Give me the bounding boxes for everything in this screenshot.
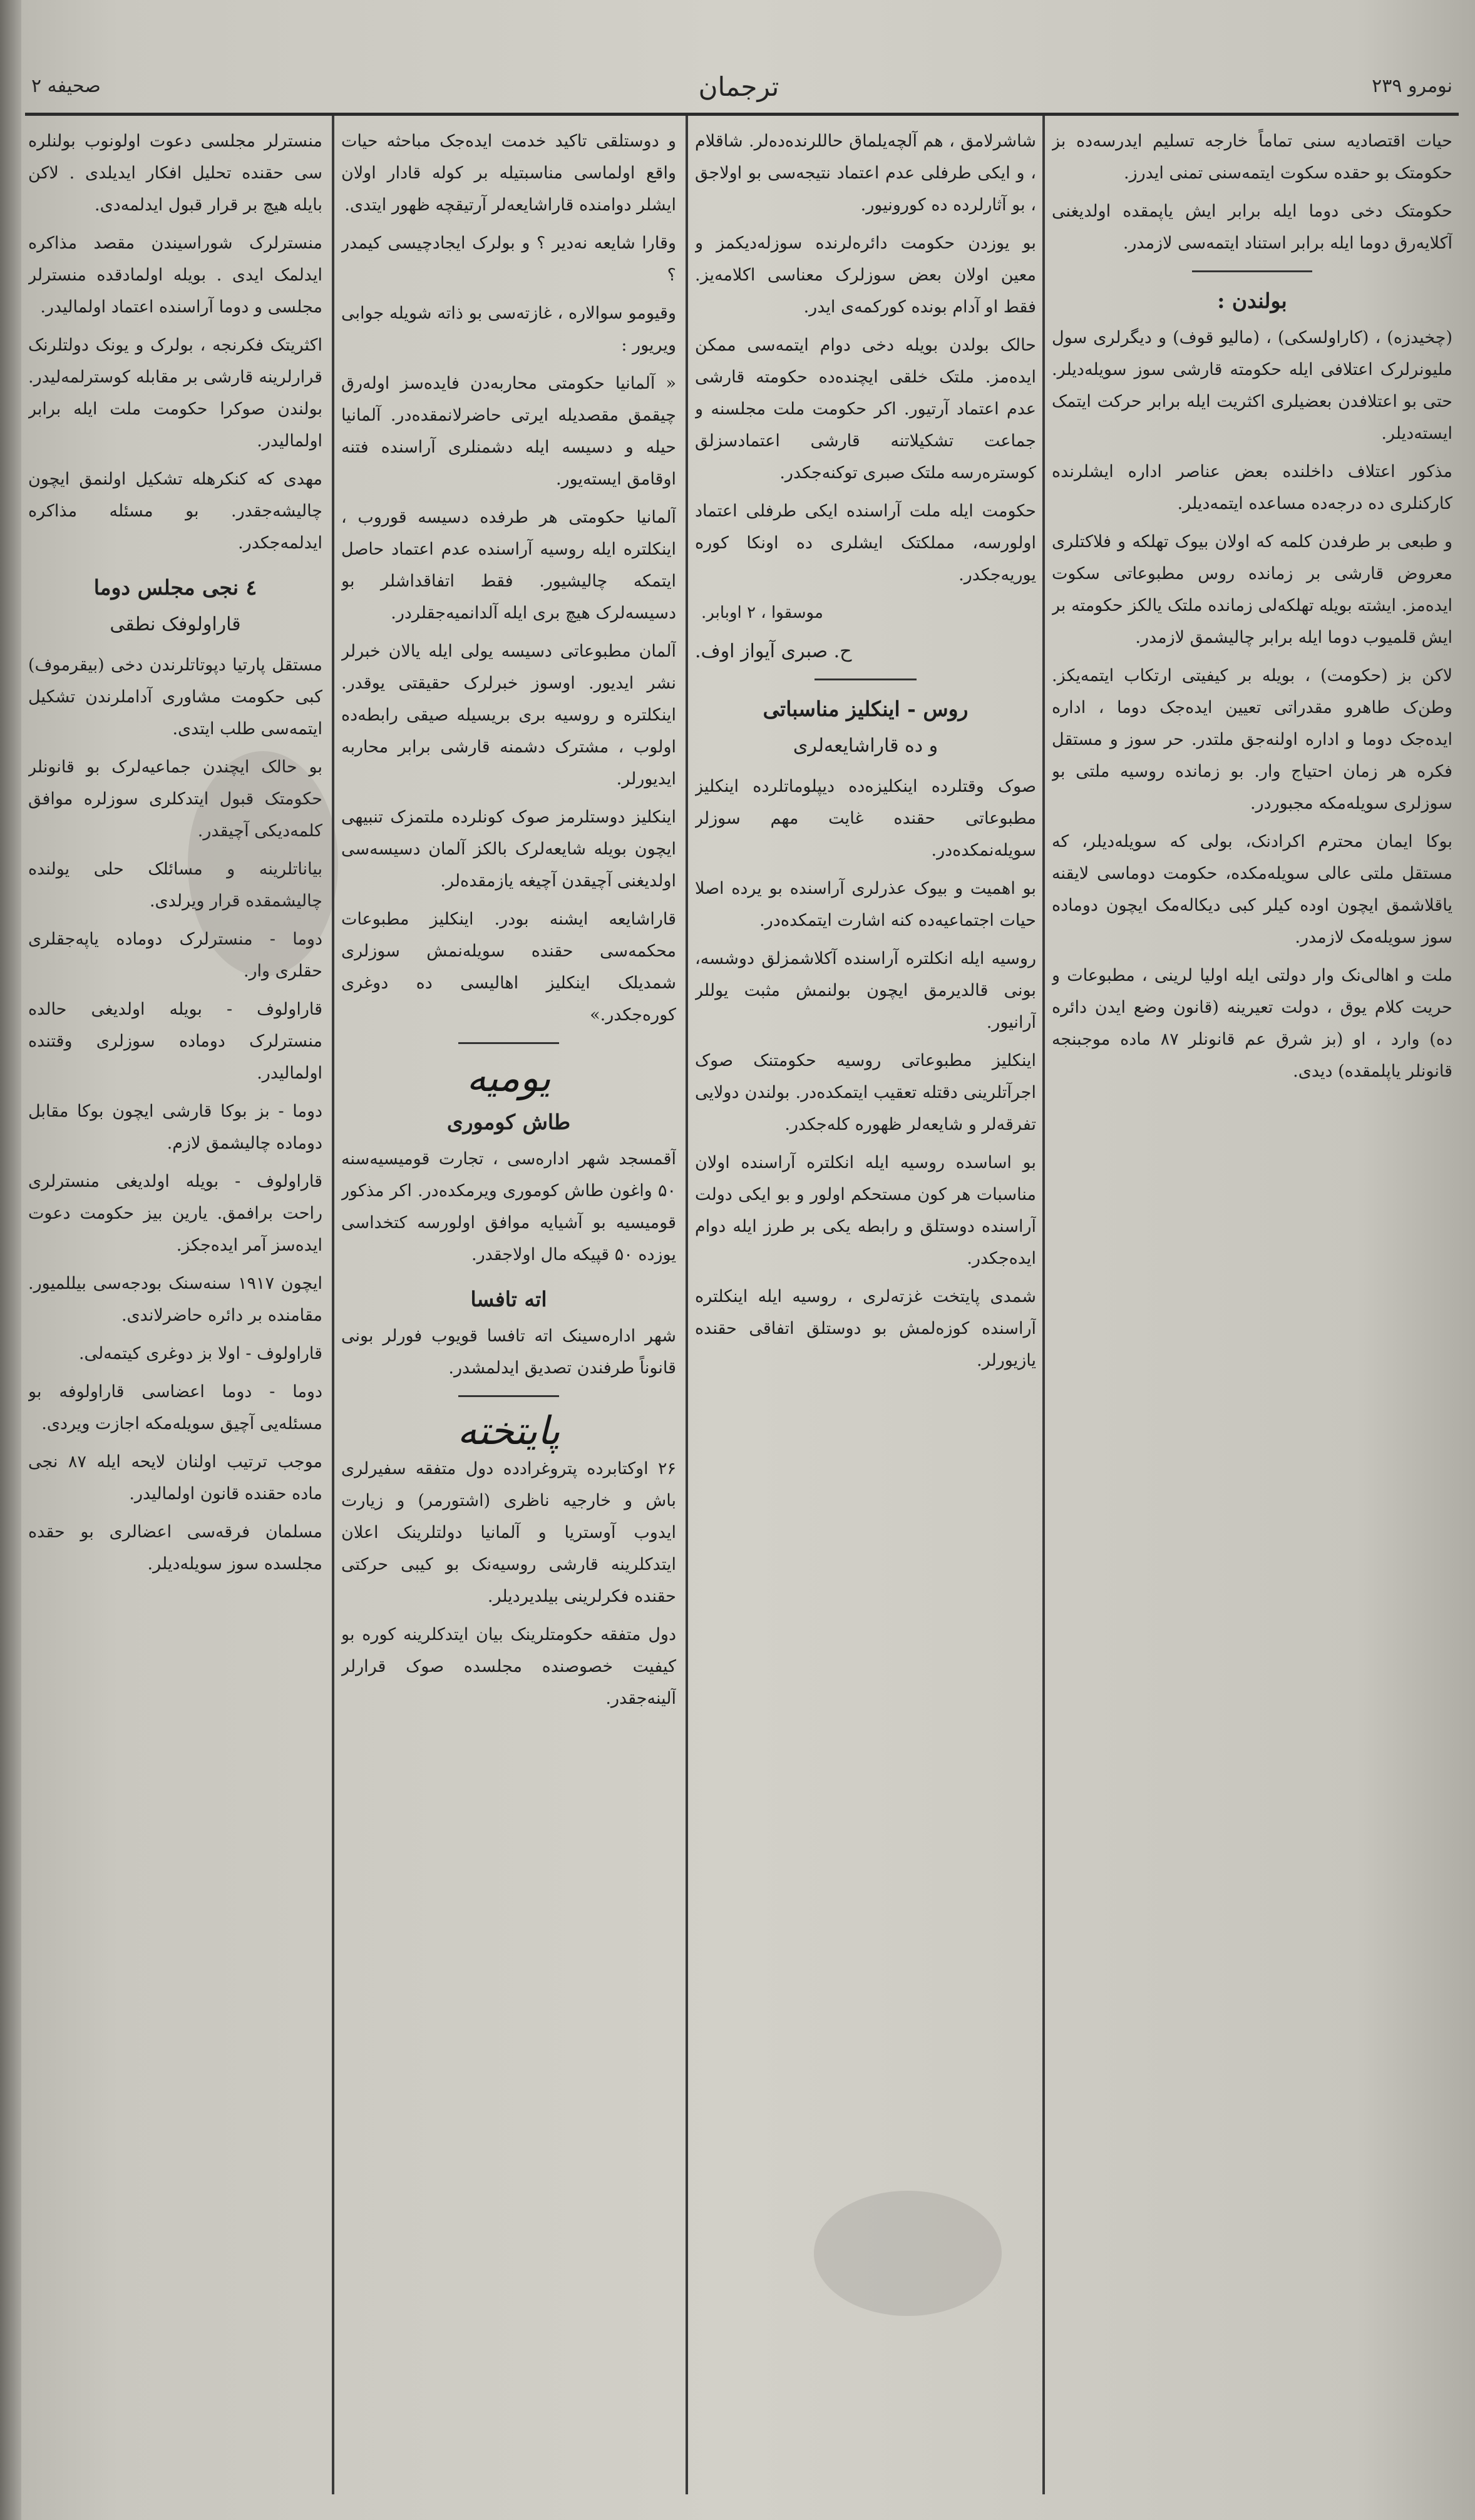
column-2 bbox=[695, 125, 1036, 2491]
article-paragraph: شمدی پایتخت غزته‌لری ، روسیه ایله اینکلتره آراسنده کوزه‌لمش بو دوستلق اتفاقی حقنده یازیورلر. bbox=[695, 1287, 1036, 1370]
article-paragraph: دوما - بز بوکا قارشی ایچون بوکا مقابل دوماده چالیشمق لازم. bbox=[28, 1102, 322, 1153]
newspaper-title: ترجمان bbox=[698, 71, 779, 102]
article-paragraph: صوک وقتلرده اینکلیزه‌ده دیپلوماتلرده اینکلیز مطبوعاتی حقنده غایت مهم سوزلر سویله‌نمکده‌در. bbox=[695, 777, 1036, 860]
article-paragraph: بوکا ایمان محترم اکرادنک، بولی که سویله‌دیلر، که مستقل ملتی عالی سویله‌مکده، حکومت دوماسی لایقنه یاقلاشمق ایچون اوده کیلر کبی دیکاله‌مک ایچون دوماده سوز سویله‌مک لازمدر. bbox=[1052, 832, 1452, 947]
article-title: اته تافسا bbox=[470, 1287, 547, 1311]
article-paragraph: اینکلیز دوستلرمز صوک کونلرده ملتمزک تنبیهی ایچون بویله شایعه‌لرک بالکز آلمان دسیسه‌سی اولدیغنی آچیقدن آچیغه یازمقده‌لر. bbox=[341, 807, 676, 891]
article-paragraph: بو حالک ایچندن جماعیه‌لرک بو قانونلر حکومتک قبول ایتدکلری سوزلره موافق کلمه‌دیکی آچیقدر. bbox=[28, 757, 322, 841]
article-paragraph: مذکور اعتلاف داخلنده بعض عناصر اداره ایشلرنده کارکنلری ده درجه‌ده مساعده ایتمه‌دیلر. bbox=[1052, 462, 1452, 513]
article-paragraph: وقارا شایعه نه‌دیر ؟ و بولرک ایجادچیسی کیمدر ؟ bbox=[341, 233, 676, 285]
article-paragraph: دول متفقه حکومتلرینک بیان ایتدکلرینه کوره بو کیفیت خصوصنده مجلسده صوک قرارلر آلینه‌جقدر. bbox=[341, 1625, 676, 1708]
article-paragraph: دوما - دوما اعضاسی قاراولوفه بو مسئله‌یی آچیق سویله‌مکه اجازت ویردی. bbox=[28, 1382, 322, 1433]
article-paragraph: وقیومو سوالاره ، غازته‌سی بو ذاته شویله جوابی ویریور : bbox=[341, 304, 676, 355]
column-1 bbox=[1052, 125, 1452, 2491]
article-paragraph: شهر اداره‌سینک اته تافسا قویوب فورلر بونی قانوناً طرفندن تصدیق ایدلمشدر. bbox=[341, 1326, 676, 1378]
article-paragraph: قاراولوف - بویله اولدیغی منسترلری راحت برافمق. یارین بیز حکومت دعوت ایده‌سز آمر ایده‌جکز. bbox=[28, 1172, 322, 1255]
column-rule bbox=[1042, 116, 1045, 2494]
article-paragraph: مستقل پارتیا دپوتاتلرندن دخی (بیقرموف) کبی حکومت مشاوری آداملرندن تشکیل ایتمه‌سی طلب ایتدی. bbox=[28, 655, 322, 739]
article-paragraph: ۲۶ اوکتابرده پتروغرادده دول متفقه سفیرلری باش و خارجیه ناظری (اشتورمر) و زیارت ایدوب آوستریا و آلمانیا دولتلرینک اعلان ایتدکلرینه قارشی روسیه‌نک بو کیبی حرکتی حقنده فکرلرینی بیلدیردیلر. bbox=[341, 1459, 676, 1606]
article-paragraph: لاکن بز (حکومت) ، بویله بر کیفیتی ارتکاب ایتمه‌یکز. وطن‌ک طاهرو مقدراتی تعیین ایده‌جک دوما ، اداره ایده‌جک دوما و اداره اولنه‌جق ملتدر. حر سوز و مستقل فکره هر زمان احتیاج وار. بو زمانده روسیه ملتی بو سوزلری سویله‌مکه مجبوردر. bbox=[1052, 666, 1452, 813]
author-signature: ح. صبری آیواز اوف. bbox=[695, 640, 852, 662]
article-paragraph: « آلمانیا حکومتی محاربه‌دن فایده‌سز اوله‌رق چیقمق مقصدیله ایرتی حاضرلانمقده‌در. آلمانیا حیله و دسیسه ایله دشمنلری آراسنده فتنه اوقامق ایسته‌یور. bbox=[341, 374, 676, 489]
section-subheading: قاراولوفک نطقی bbox=[110, 613, 241, 635]
masthead-rule bbox=[25, 113, 1459, 116]
article-paragraph: حالک بولدن بویله دخی دوام ایتمه‌سی ممکن ایده‌مز. ملتک خلقی ایچنده‌ده حکومته قارشی عدم اعتماد آرتیور. اکر حکومت ملت مجلسنه و جماعت تشکیلاتنه قارشی اعتمادسزلق کوستره‌رسه ملتک صبری توکنه‌جکدر. bbox=[695, 335, 1036, 483]
separator bbox=[458, 1395, 559, 1397]
article-paragraph: منسترلرک شوراسیندن مقصد مذاکره ایدلمک ایدی . بویله اولمادقده منسترلر مجلسی و دوما آراسنده اعتماد اولمالیدر. bbox=[28, 233, 322, 317]
page-fold-shadow bbox=[0, 0, 21, 2520]
article-paragraph: اینکلیز مطبوعاتی روسیه حکومتنک صوک اجرآتلرینی دقتله تعقیب ایتمکده‌در. بولندن دولایی تفرقه‌لر و شایعه‌لر ظهوره کله‌جکدر. bbox=[695, 1051, 1036, 1134]
column-4 bbox=[28, 125, 322, 2491]
article-paragraph: منسترلر مجلسی دعوت اولونوب بولنلره سی حقنده تحلیل افکار ایدیلدی . لاکن بایله هیچ بر قرار قبول ایدلمه‌دی. bbox=[28, 131, 322, 215]
article-paragraph: و طبعی بر طرفدن کلمه که اولان بیوک تهلکه و فلاکتلری معروض قارشی بر زمانده روس مطبوعاتی سکوت ایده‌مز. ایشته بویله تهلکه‌لی زمانده ملتک یالکز حکومته بر ایش قلمیوب دوما ایله برابر چالیشمق لازمدر. bbox=[1052, 532, 1452, 647]
article-paragraph: بو اهمیت و بیوک عذرلری آراسنده بو یرده اصلا حیات اجتماعیه‌ده کنه اشارت ایتمکده‌در. bbox=[695, 879, 1036, 930]
article-paragraph: آلمان مطبوعاتی دسیسه یولی ایله یالان خبرلر نشر ایدیور. اوسوز خبرلرک حقیقتی یوقدر. اینکلتره و روسیه بری بریسیله صیقی رابطه‌ده اولوب ، مشترک دشمنه قارشی برابر محاربه ایدیورلر. bbox=[341, 642, 676, 789]
separator bbox=[815, 679, 917, 680]
article-subtitle: و ده قاراشایعه‌لری bbox=[793, 735, 938, 757]
article-paragraph: موجب ترتیب اولنان لایحه ایله ۸۷ نجی ماده حقنده قانون اولمالیدر. bbox=[28, 1452, 322, 1503]
column-rule bbox=[332, 116, 334, 2494]
section-decorative-title: پایتخته bbox=[457, 1408, 560, 1453]
article-paragraph: بیاناتلرینه و مسائلک حلی یولنده چالیشمقده قرار ویرلدی. bbox=[28, 859, 322, 911]
section-heading: ٤ نجی مجلس دوما bbox=[93, 575, 257, 600]
issue-number: نومرو ۲۳۹ bbox=[1372, 75, 1452, 97]
column-rule bbox=[686, 116, 688, 2494]
article-paragraph: ایچون ۱۹۱۷ سنه‌سنک بودجه‌سی بیللمیور. مقامنده بر دائره حاضرلاندی. bbox=[28, 1274, 322, 1325]
section-heading: بولندن : bbox=[1217, 289, 1287, 313]
article-paragraph: اکثریتک فکرنجه ، بولرک و یونک دولتلرنک قرارلرینه قارشی بر مقابله کوسترلمه‌لیدر. بولندن صوکرا حکومت ملت ایله برابر اولمالیدر. bbox=[28, 335, 322, 451]
column-3 bbox=[341, 125, 676, 2491]
article-paragraph: قاراولوف - اولا بز دوغری کیتمه‌لی. bbox=[78, 1344, 322, 1363]
article-title: روس - اینکلیز مناسباتی bbox=[763, 697, 969, 721]
dateline: موسقوا ، ۲ اوبابر. bbox=[701, 603, 823, 622]
article-paragraph: مهدی که کنکرهله تشکیل اولنمق ایچون چالیشه‌جقدر. بو مسئله مذاکره ایدلمه‌جکدر. bbox=[28, 469, 322, 553]
article-paragraph: حکومتک دخی دوما ایله برابر ایش یاپمقده اولدیغنی آکلایه‌رق دوما ایله برابر استناد ایتمه‌سی لازمدر. bbox=[1052, 202, 1452, 253]
article-paragraph: (چخیدزه) ، (کاراولسکی) ، (مالیو قوف) و دیگرلری سول ملیونرلرک اعتلافی ایله حکومته قارشی سوز سویله‌دیلر. حتی بو اعتلافدن بعضیلری اکثریت ایله برابر حرکت ایتمک ایسته‌دیلر. bbox=[1052, 328, 1452, 443]
article-paragraph: بو یوزدن حکومت دائره‌لرنده سوزله‌دیکمز و معین اولان بعض سوزلرک معناسی اکلامه‌یز. فقط او آدام بونده کورکمه‌ی ایدر. bbox=[695, 233, 1036, 317]
article-title: طاش کوموری bbox=[446, 1110, 571, 1134]
article-paragraph: ملت و اهالی‌نک وار دولتی ایله اولیا لرینی ، مطبوعات و حریت کلام یوق ، دولت تعیرینه (قانون وضع ایدن دائره ده) وارد ، او (بز شرق عم قانونلر ۸۷ ماده موجبنجه قانونلر یاپلمقده) دیدی. bbox=[1052, 966, 1452, 1081]
article-paragraph: حیات اقتصادیه سنی تماماً خارجه تسلیم ایدرسه‌ده بز حکومتک بو حقده سکوت ایتمه‌سنی تمنی ایدرز. bbox=[1052, 131, 1452, 183]
article-paragraph: روسیه ایله انکلتره آراسنده آکلاشمزلق دوشسه، بونی قالدیرمق ایچون بولنمش مثبت یوللر آرانیور. bbox=[695, 949, 1036, 1032]
article-paragraph: مسلمان فرقه‌سی اعضالری بو حقده مجلسده سوز سویله‌دیلر. bbox=[28, 1522, 322, 1574]
article-paragraph: و دوستلقی تاکید خدمت ایده‌جک مباحثه حیات واقع اولماسی مناسبتیله بر کوله قادار اولان ایشلر دوامنده قاراشایعه‌لر آرتیقچه ظهور ایتدی. bbox=[341, 131, 676, 215]
article-paragraph: حکومت ایله ملت آراسنده ایکی طرفلی اعتماد اولورسه، مملکتک ایشلری ده اونکا کوره یوریه‌جکدر. bbox=[695, 501, 1036, 585]
article-paragraph: آقمسجد شهر اداره‌سی ، تجارت قومیسیه‌سنه ۵۰ واغون طاش کوموری ویرمکده‌در. اکر مذکور قومیسیه بو آشیایه موافق اولورسه کتخداسی یوزده ۵۰ قپیکه مال اولاجقدر. bbox=[341, 1149, 676, 1264]
article-paragraph: دوما - منسترلرک دوماده یاپه‌جقلری حقلری وار. bbox=[28, 930, 322, 981]
separator bbox=[1192, 270, 1312, 272]
article-paragraph: قاراولوف - بویله اولدیغی حالده منسترلرک دوماده سوزلری وقتنده اولمالیدر. bbox=[28, 1000, 322, 1083]
page-number: صحيفه ۲ bbox=[31, 75, 101, 97]
article-paragraph: آلمانیا حکومتی هر طرفده دسیسه قوروب ، اینکلتره ایله روسیه آراسنده عدم اعتماد حاصل ایتمکه چالیشیور. فقط اتفاقداشلر بو دسیسه‌لرک هیچ بری ایله آلدانمیه‌جقلردر. bbox=[341, 508, 676, 623]
article-paragraph: قاراشایعه ایشنه بودر. اینکلیز مطبوعات محکمه‌سی حقنده سویله‌نمش سوزلری شمدیلک اینکلیز اهالیسی ده دوغری کوره‌جکدر.» bbox=[341, 909, 676, 1025]
article-paragraph: بو اساسده روسیه ایله انکلتره آراسنده اولان مناسبات هر کون مستحکم اولور و بو ایکی دولت آراسنده دوستلق و رابطه یکی بر طرز ایله دوام ایده‌جکدر. bbox=[695, 1153, 1036, 1268]
masthead bbox=[25, 69, 1459, 113]
section-decorative-title: یومیه bbox=[466, 1055, 551, 1100]
separator bbox=[458, 1042, 559, 1044]
article-paragraph: شاشرلامق ، هم آلچه‌یلماق حاللرنده‌ده‌لر. شاقلام ، و ایکی طرفلی عدم اعتماد نتیجه‌سی بو اولاجق ، بو آثارلرده ده کورونیور. bbox=[695, 131, 1036, 215]
